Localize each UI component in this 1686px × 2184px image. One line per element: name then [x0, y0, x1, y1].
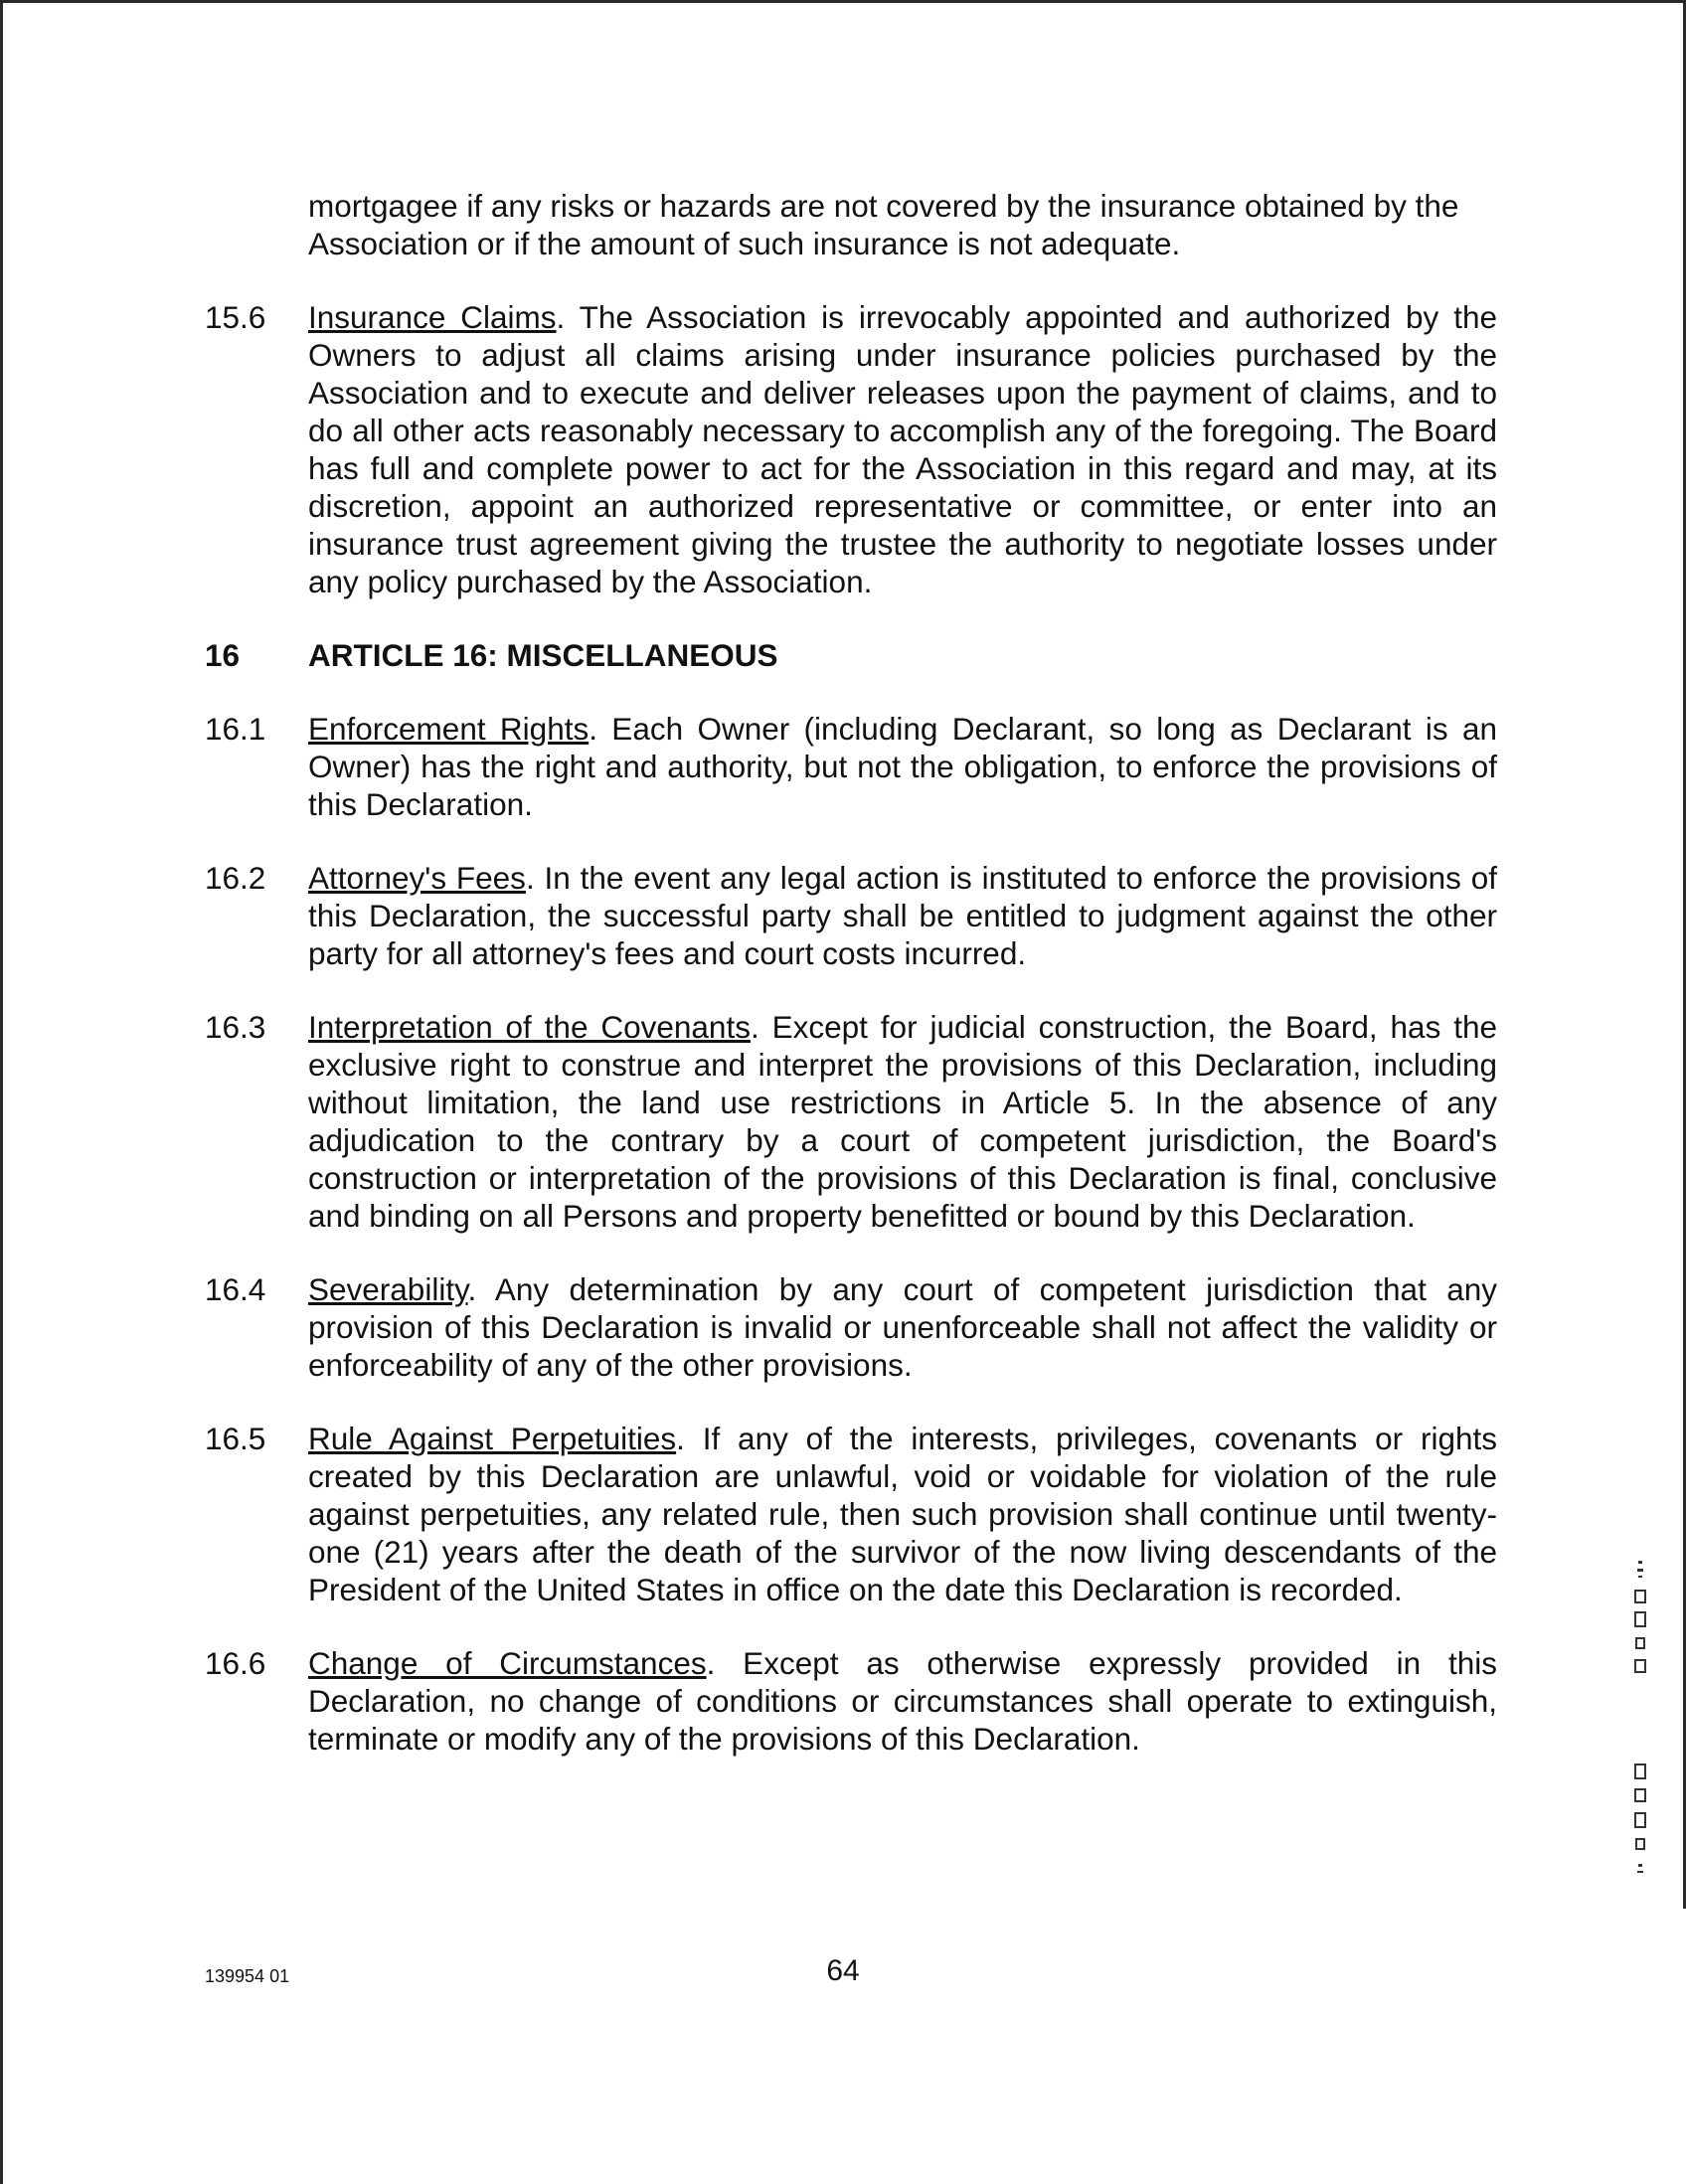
section-body: . Each Owner (including Declarant, so long as Declarant is an Owner) has the right and authority, but not the obligation, to enforce the provisions of this Declaration. [308, 711, 1497, 822]
section-16-2 [205, 859, 1497, 972]
document-body [205, 187, 1497, 1793]
scan-edge-top [0, 0, 1686, 3]
section-title: Attorney's Fees [308, 860, 526, 896]
section-title: Insurance Claims [308, 299, 557, 335]
section-body: . Except for judicial construction, the Board, has the exclusive right to construe and interpret the provisions of this Declaration, including without limitation, the land use restrictions in Article 5. In the absence of any adjudication to the contrary by a court of competent jurisdiction, the Board's construction or interpretation of the provisions of this Declaration is final, conclusive and binding on all Persons and property benefitted or bound by this Declaration. [308, 1009, 1498, 1234]
section-text [308, 1420, 1497, 1608]
section-body: . In the event any legal action is instituted to enforce the provisions of this Declaration, the successful party shall be entitled to judgment against the other party for all attorney's fees and court costs incurred. [308, 860, 1497, 971]
scan-edge-left [0, 0, 3, 2184]
section-number: 16.2 [205, 860, 266, 896]
section-text [308, 710, 1497, 823]
section-number: 16.1 [205, 711, 266, 747]
continuation-paragraph: mortgagee if any risks or hazards are not covered by the insurance obtained by the Association or if the amount of such insurance is not adequate. [308, 188, 1459, 261]
section-16-3 [205, 1008, 1497, 1235]
section-body: . If any of the interests, privileges, covenants or rights created by this Declaration are unlawful, void or voidable for violation of the rule against perpetuities, any related rule, then such provision shall continue until twenty-one (21) years after the death of the survivor of the now living descendants of the President of the United States in office on the date this Declaration is recorded. [308, 1421, 1497, 1607]
section-number: 16.3 [205, 1009, 266, 1045]
section-16-4 [205, 1270, 1497, 1384]
page-number: 64 [826, 1954, 860, 1987]
article-number: 16 [205, 637, 241, 673]
document-id: 139954 01 [205, 1966, 290, 1986]
section-text [308, 859, 1497, 972]
section-title: Enforcement Rights [308, 711, 590, 747]
section-number: 16.4 [205, 1271, 266, 1307]
section-body: . Except as otherwise expressly provided in this Declaration, no change of conditions or circumstances shall operate to extinguish, terminate or modify any of the provisions of this Declaration. [308, 1645, 1497, 1757]
section-16-6 [205, 1644, 1497, 1758]
article-heading [205, 636, 1497, 674]
section-body: . The Association is irrevocably appointed and authorized by the Owners to adjust all claims arising under insurance policies purchased by the Association and to execute and deliver releases upon the payment of claims, and to do all other acts reasonably necessary to accomplish any of the foregoing. The Board has full and complete power to act for the Association in this regard and may, at its discretion, appoint an authorized representative or committee, or enter into an insurance trust agreement giving the trustee the authority to negotiate losses under any policy purchased by the Association. [308, 299, 1497, 599]
section-body: . Any determination by any court of competent jurisdiction that any provision of this Declaration is invalid or unenforceable shall not affect the validity or enforceability of any of the other provisions. [308, 1271, 1497, 1383]
section-text [308, 298, 1497, 600]
section-number: 16.6 [205, 1645, 266, 1681]
section-title: Severability [308, 1271, 468, 1307]
recording-stamp-mark [1630, 1561, 1650, 1909]
section-title: Rule Against Perpetuities [308, 1421, 677, 1456]
section-text [308, 1644, 1497, 1758]
section-title: Interpretation of the Covenants [308, 1009, 751, 1045]
article-title: ARTICLE 16: MISCELLANEOUS [308, 637, 778, 673]
section-15-6 [205, 298, 1497, 600]
section-16-5 [205, 1420, 1497, 1608]
section-text [308, 1270, 1497, 1384]
section-title: Change of Circumstances [308, 1645, 707, 1681]
section-text [308, 1008, 1497, 1235]
section-16-1 [205, 710, 1497, 823]
section-number: 16.5 [205, 1421, 266, 1456]
section-number: 15.6 [205, 299, 266, 335]
